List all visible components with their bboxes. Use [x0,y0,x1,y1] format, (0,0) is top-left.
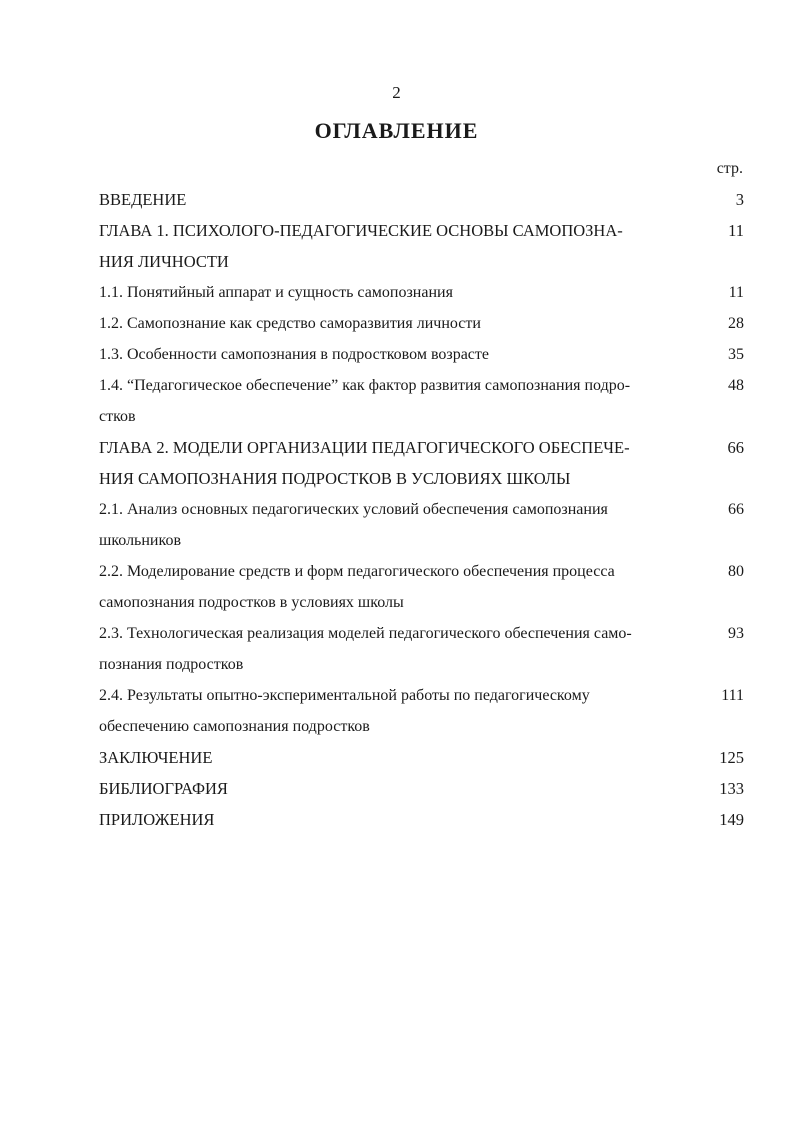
toc-entry[interactable] [99,742,744,773]
toc-entry-line: 2.4. Результаты опытно-экспериментальной работы по педагогическому [99,687,590,704]
toc-entry-page: 133 [719,779,744,798]
toc-entry-line: познания подростков [99,656,244,673]
toc-entry[interactable] [99,618,744,680]
toc-entry-line: 1.2. Самопознание как средство саморазвития личности [99,315,481,332]
toc-entry-line: НИЯ САМОПОЗНАНИЯ ПОДРОСТКОВ В УСЛОВИЯХ ШКОЛЫ [99,469,571,488]
toc-entry-page: 35 [728,346,744,363]
page-number: 2 [392,83,401,102]
toc-entry-line: НИЯ ЛИЧНОСТИ [99,252,229,271]
toc-entry-title [99,804,689,835]
toc-entry-page: 149 [719,810,744,829]
toc-entry-page: 80 [728,563,744,580]
toc-entry[interactable] [99,432,744,494]
toc-entry-line: ГЛАВА 1. ПСИХОЛОГО-ПЕДАГОГИЧЕСКИЕ ОСНОВЫ САМОПОЗНА- [99,221,623,240]
toc-entry-page: 11 [728,284,744,301]
toc-entry-page: 48 [728,377,744,394]
toc-entry-page: 3 [735,190,744,209]
toc-entry-line: обеспечению самопознания подростков [99,718,370,735]
toc-entry-title [99,432,689,494]
toc-entry-title [99,370,689,432]
toc-entry-line: 1.4. “Педагогическое обеспечение” как фактор развития самопознания подро- [99,377,631,394]
toc-entry[interactable] [99,773,744,804]
table-of-contents [99,184,744,835]
toc-entry[interactable] [99,277,744,308]
toc-entry-page: 66 [728,501,744,518]
toc-entry-title [99,277,689,308]
toc-entry-title [99,680,689,742]
toc-entry-line: 2.3. Технологическая реализация моделей педагогического обеспечения само- [99,625,632,642]
toc-entry[interactable] [99,370,744,432]
toc-entry-line: ГЛАВА 2. МОДЕЛИ ОРГАНИЗАЦИИ ПЕДАГОГИЧЕСКОГО ОБЕСПЕЧЕ- [99,438,630,457]
toc-entry-title [99,773,689,804]
toc-entry[interactable] [99,184,744,215]
toc-entry-page: 11 [728,221,744,240]
toc-entry-title [99,618,689,680]
toc-entry-page: 66 [727,438,744,457]
page-column-label: стр. [716,160,743,177]
toc-entry-line: ПРИЛОЖЕНИЯ [99,810,215,829]
toc-entry-title [99,215,689,277]
toc-entry-line: школьников [99,532,181,549]
toc-entry[interactable] [99,215,744,277]
toc-entry[interactable] [99,680,744,742]
toc-entry-title [99,339,689,370]
toc-entry[interactable] [99,339,744,370]
toc-entry-page: 125 [719,748,744,767]
toc-entry-page: 28 [728,315,744,332]
toc-entry-title [99,494,689,556]
toc-entry-line: 1.3. Особенности самопознания в подростковом возрасте [99,346,489,363]
toc-entry-line: 2.2. Моделирование средств и форм педагогического обеспечения процесса [99,563,615,580]
toc-entry-title [99,556,689,618]
toc-entry-title [99,308,689,339]
toc-entry-line: БИБЛИОГРАФИЯ [99,779,228,798]
toc-entry-line: ВВЕДЕНИЕ [99,190,187,209]
toc-entry-line: ЗАКЛЮЧЕНИЕ [99,748,213,767]
toc-entry-page: 93 [728,625,744,642]
toc-entry-page: 111 [721,687,744,704]
toc-entry-line: 2.1. Анализ основных педагогических условий обеспечения самопознания [99,501,608,518]
toc-entry-title [99,742,689,773]
toc-entry[interactable] [99,308,744,339]
toc-entry-line: 1.1. Понятийный аппарат и сущность самопознания [99,284,453,301]
toc-entry-title [99,184,689,215]
toc-entry-line: самопознания подростков в условиях школы [99,594,404,611]
toc-entry-line: стков [99,408,136,425]
toc-entry[interactable] [99,494,744,556]
toc-entry[interactable] [99,804,744,835]
page-title: ОГЛАВЛЕНИЕ [314,118,479,143]
toc-entry[interactable] [99,556,744,618]
